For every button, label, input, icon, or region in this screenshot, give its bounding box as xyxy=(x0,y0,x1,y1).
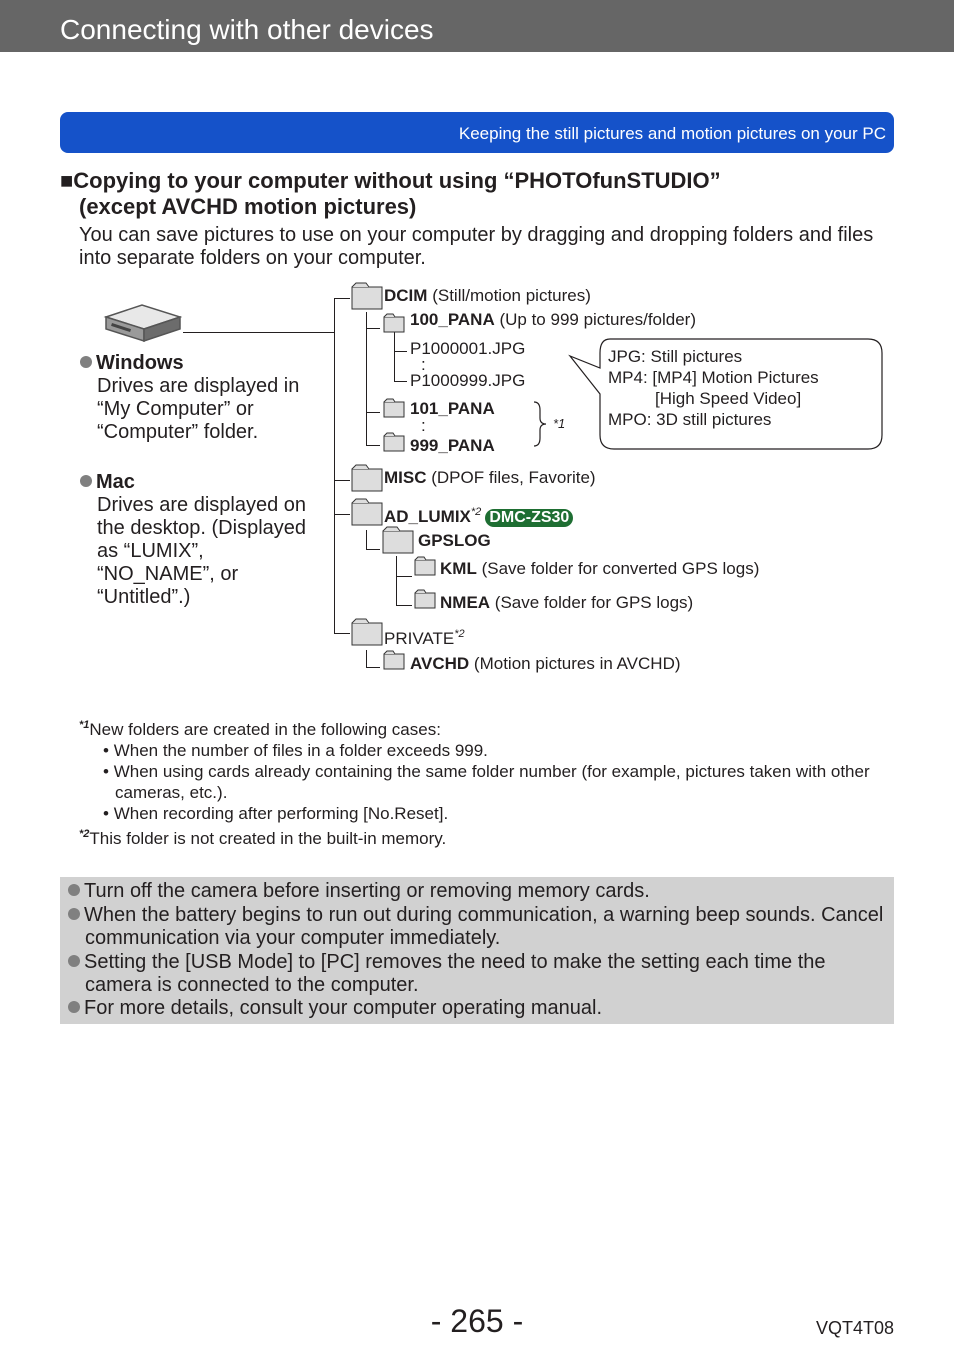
footnotes: $^{*1}$New folders are created in the following cases: • When the number of files in a folder exceeds 999. • When using cards already containing the same folder number (for example, pictures taken with other cameras, etc.). • When recording after performing [No.Reset]. $^{*2}$This folder is not created in the built-in memory. xyxy=(79,719,870,848)
tree-branch xyxy=(366,667,380,668)
folder-ellipsis: : xyxy=(421,416,426,435)
folder-icon xyxy=(351,618,383,646)
gpslog-tree-line xyxy=(396,556,397,606)
tree-branch xyxy=(396,605,412,606)
windows-title: Windows xyxy=(96,352,184,374)
folder-100-pana: 100_PANA (Up to 999 pictures/folder) xyxy=(410,310,697,329)
section-heading xyxy=(60,168,721,194)
folder-999-pana: 999_PANA xyxy=(410,436,495,455)
folder-private: PRIVATE$^{*2}$ xyxy=(384,628,465,648)
folder-icon xyxy=(414,589,436,609)
note-item: When the battery begins to run out during communication, a warning beep sounds. Cancel communication via your computer immediately. xyxy=(68,904,885,950)
tree-branch xyxy=(394,381,407,382)
folder-icon xyxy=(383,432,405,452)
tree-branch xyxy=(366,549,380,550)
file-last: P1000999.JPG xyxy=(410,371,526,390)
note-item: Setting the [USB Mode] to [PC] removes the need to make the setting each time the camera is connected to the computer. xyxy=(68,951,885,997)
heading-line1: Copying to your computer without using “PHOTOfunSTUDIO” xyxy=(73,168,721,193)
windows-text: Drives are displayed in “My Computer” or “Computer” folder. xyxy=(97,375,300,443)
note-item: For more details, consult your computer operating manual. xyxy=(68,997,602,1020)
header-title: Connecting with other devices xyxy=(60,14,434,45)
page-number: - 265 - xyxy=(430,1303,524,1339)
folder-ad-lumix: AD_LUMIX$^{*2}$ DMC-ZS30 xyxy=(384,502,573,527)
tree-branch xyxy=(334,480,350,481)
drive-icon xyxy=(102,303,182,345)
document-code: VQT4T08 xyxy=(815,1318,894,1338)
intro-text: You can save pictures to use on your computer by dragging and dropping folders and files into separate folders on your computer. xyxy=(79,224,874,269)
file-first: P1000001.JPG xyxy=(410,339,526,358)
folder-kml: KML (Save folder for converted GPS logs) xyxy=(440,559,760,578)
folder-101-pana: 101_PANA xyxy=(410,399,495,418)
mac-block xyxy=(80,471,320,609)
brace-icon xyxy=(532,400,550,448)
folder-avchd: AVCHD (Motion pictures in AVCHD) xyxy=(410,654,681,673)
section-bar-label: Keeping the still pictures and motion pictures on your PC xyxy=(458,124,886,143)
heading-line2: (except AVCHD motion pictures) xyxy=(79,194,417,219)
tree-branch xyxy=(366,328,380,329)
folder-icon xyxy=(382,526,414,554)
root-tree-line xyxy=(334,298,335,634)
folder-gpslog: GPSLOG xyxy=(418,531,491,550)
folder-icon xyxy=(383,398,405,418)
folder-icon xyxy=(383,650,405,670)
tree-branch xyxy=(366,445,380,446)
folder-icon xyxy=(414,556,436,576)
tree-branch xyxy=(394,351,407,352)
tree-branch xyxy=(334,633,350,634)
brace-note: *1 xyxy=(553,416,566,431)
tree-branch xyxy=(334,514,350,515)
model-tag: DMC-ZS30 xyxy=(485,509,573,527)
section-bar xyxy=(60,112,894,153)
mac-text: Drives are displayed on the desktop. (Displayed as “LUMIX”, “NO_NAME”, or “Untitled”.) xyxy=(97,494,307,608)
folder-icon xyxy=(351,464,383,492)
drive-connector-line xyxy=(183,332,335,333)
files-tree-line xyxy=(394,332,395,382)
note-item: Turn off the camera before inserting or removing memory cards. xyxy=(68,880,650,903)
folder-icon xyxy=(351,498,383,526)
heading-marker: ■ xyxy=(60,168,74,193)
adlumix-tree-line xyxy=(366,530,367,550)
folder-icon xyxy=(351,282,383,310)
folder-icon xyxy=(383,313,405,333)
private-tree-line xyxy=(366,650,367,668)
tree-branch xyxy=(334,298,350,299)
callout-text: JPG: Still pictures MP4: [MP4] Motion Pictures [High Speed Video] MPO: 3D still pictures xyxy=(608,347,819,429)
tree-branch xyxy=(396,576,412,577)
folder-dcim: DCIM (Still/motion pictures) xyxy=(384,286,591,305)
folder-misc: MISC (DPOF files, Favorite) xyxy=(384,468,596,487)
windows-block xyxy=(80,352,320,444)
notes-box xyxy=(60,877,894,1024)
file-ellipsis: : xyxy=(421,355,426,374)
bullet-icon xyxy=(80,475,92,487)
tree-branch xyxy=(366,412,380,413)
folder-nmea: NMEA (Save folder for GPS logs) xyxy=(440,593,694,612)
bullet-icon xyxy=(80,356,92,368)
mac-title: Mac xyxy=(96,471,135,493)
dcim-tree-line xyxy=(366,312,367,446)
